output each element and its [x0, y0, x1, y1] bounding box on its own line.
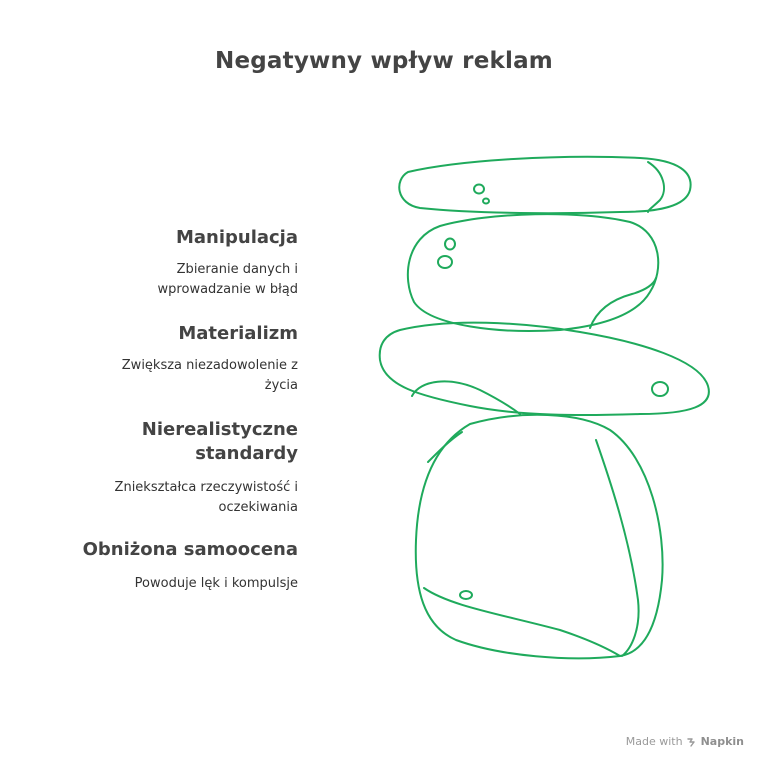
- item-description-line: Powoduje lęk i kompulsje: [134, 576, 298, 591]
- stone-1-icon: [399, 157, 690, 213]
- item-heading: Manipulacja: [175, 227, 298, 248]
- stone-2-icon: [408, 214, 658, 331]
- item-heading: Obniżona samoocena: [82, 539, 298, 560]
- item-heading: Materializm: [178, 323, 298, 344]
- item-heading-line: standardy: [195, 443, 298, 464]
- napkin-logo-icon: [687, 737, 697, 747]
- stone-3-icon: [380, 323, 709, 415]
- item-heading-line: Nierealistyczne: [141, 419, 298, 440]
- item-description-line: oczekiwania: [218, 500, 298, 515]
- item-description-line: Zwiększa niezadowolenie z: [121, 358, 298, 373]
- diagram-title: Negatywny wpływ reklam: [215, 48, 553, 74]
- stone-4-icon: [416, 415, 663, 658]
- item-description-line: życia: [264, 378, 298, 393]
- footer-brand: Napkin: [700, 735, 744, 748]
- item-description-line: Zbieranie danych i: [176, 262, 298, 277]
- item-description-line: wprowadzanie w błąd: [157, 282, 298, 297]
- footer-attribution: [626, 735, 744, 748]
- footer-prefix: Made with: [625, 735, 683, 748]
- item-description-line: Zniekształca rzeczywistość i: [114, 480, 298, 495]
